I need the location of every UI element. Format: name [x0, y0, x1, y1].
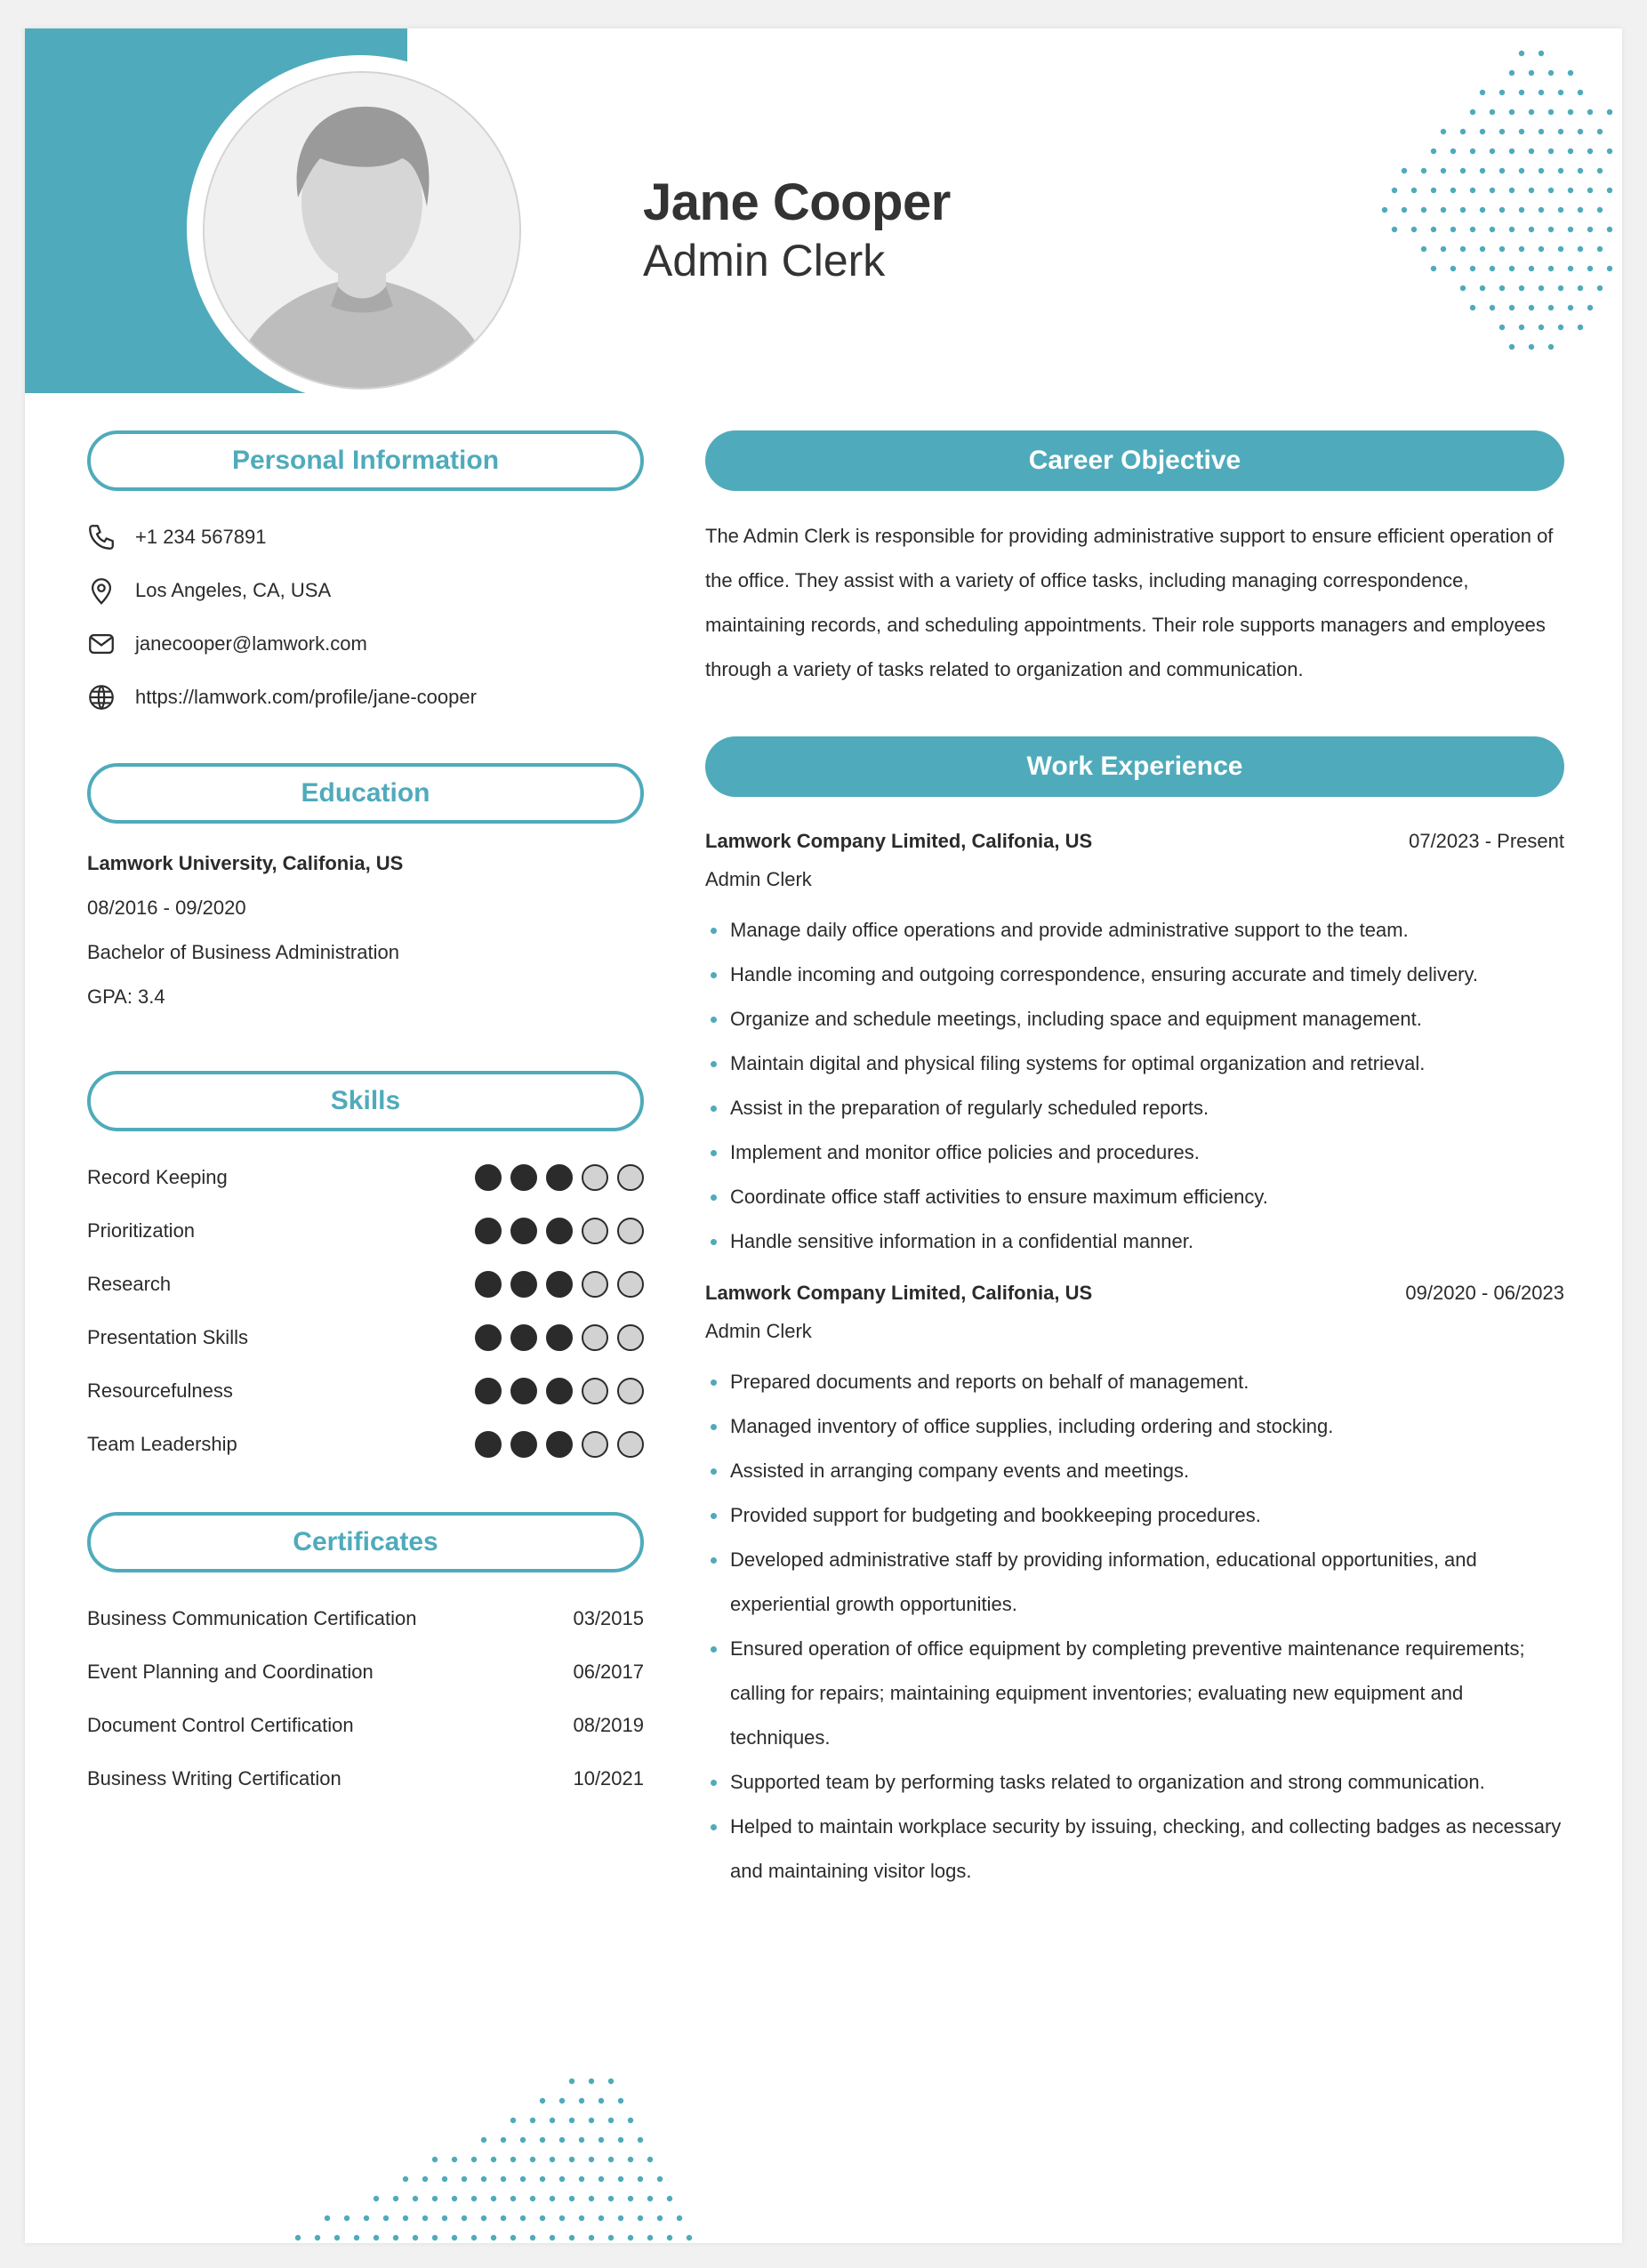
skill-row — [87, 1213, 644, 1249]
job-bullets — [705, 908, 1564, 1264]
skill-dot-empty — [582, 1218, 608, 1244]
dot-pattern-bottom — [283, 2056, 710, 2243]
certificate-date: 08/2019 — [573, 1714, 644, 1736]
skill-row — [87, 1427, 644, 1462]
skill-row — [87, 1267, 644, 1302]
skill-dot-filled — [475, 1431, 502, 1458]
skill-dot-filled — [510, 1431, 537, 1458]
skill-row — [87, 1320, 644, 1355]
skill-dot-empty — [582, 1324, 608, 1351]
globe-icon — [85, 681, 117, 713]
skill-rating — [475, 1431, 644, 1458]
list-item: Implement and monitor office policies and procedures. — [705, 1130, 1564, 1175]
skill-dot-empty — [617, 1431, 644, 1458]
skill-dot-empty — [617, 1218, 644, 1244]
certificate-row — [87, 1761, 644, 1797]
list-item: Organize and schedule meetings, including space and equipment management. — [705, 997, 1564, 1042]
skill-name: Resourcefulness — [87, 1379, 233, 1402]
envelope-icon — [85, 628, 117, 660]
job-role: Admin Clerk — [705, 868, 812, 890]
skill-dot-filled — [546, 1431, 573, 1458]
skill-dot-empty — [582, 1378, 608, 1404]
education-gpa: GPA: 3.4 — [87, 985, 165, 1008]
skill-dot-filled — [546, 1164, 573, 1191]
skill-row — [87, 1160, 644, 1195]
job-dates: 09/2020 - 06/2023 — [1405, 1282, 1564, 1304]
job-header — [705, 824, 1564, 859]
skill-dot-filled — [546, 1378, 573, 1404]
job-bullets — [705, 1360, 1564, 1894]
skill-dot-empty — [582, 1431, 608, 1458]
skill-dot-filled — [546, 1324, 573, 1351]
certificate-row — [87, 1708, 644, 1743]
candidate-title: Admin Clerk — [643, 236, 886, 286]
skill-dot-empty — [617, 1271, 644, 1298]
certificate-date: 06/2017 — [573, 1661, 644, 1683]
contact-location-text: Los Angeles, CA, USA — [135, 579, 332, 601]
phone-icon — [85, 521, 117, 553]
certificate-name: Business Communication Certification — [87, 1607, 417, 1629]
skill-dot-filled — [510, 1271, 537, 1298]
skill-name: Prioritization — [87, 1219, 196, 1242]
avatar — [203, 71, 521, 390]
certificates-heading: Certificates — [87, 1512, 644, 1572]
skill-dot-filled — [475, 1218, 502, 1244]
contact-website — [85, 680, 477, 715]
skill-row — [87, 1373, 644, 1409]
certificate-row — [87, 1601, 644, 1637]
list-item: Ensured operation of office equipment by completing preventive maintenance requirements; calling for repairs; maintaining equipment inventories; evaluating new equipment and techniques. — [705, 1627, 1564, 1760]
skill-dot-empty — [582, 1271, 608, 1298]
skill-dot-filled — [546, 1218, 573, 1244]
skill-dot-filled — [510, 1324, 537, 1351]
career-objective-text: The Admin Clerk is responsible for providing administrative support to ensure efficient operation of the office. They assist with a variety of office tasks, including managing correspondence, maintaining records, and scheduling appointments. Their role supports managers and employees through a variety of tasks related to organization and communication. — [705, 525, 1554, 680]
certificate-name: Event Planning and Coordination — [87, 1661, 374, 1683]
list-item: Coordinate office staff activities to ensure maximum efficiency. — [705, 1175, 1564, 1219]
list-item: Managed inventory of office supplies, including ordering and stocking. — [705, 1404, 1564, 1449]
list-item: Assisted in arranging company events and meetings. — [705, 1449, 1564, 1493]
certificate-date: 10/2021 — [573, 1767, 644, 1789]
skill-name: Team Leadership — [87, 1433, 237, 1455]
candidate-name: Jane Cooper — [643, 173, 951, 231]
list-item: Prepared documents and reports on behalf of management. — [705, 1360, 1564, 1404]
list-item: Assist in the preparation of regularly scheduled reports. — [705, 1086, 1564, 1130]
skill-dot-empty — [582, 1164, 608, 1191]
skill-rating — [475, 1378, 644, 1404]
career-objective-heading: Career Objective — [705, 430, 1564, 491]
skill-name: Presentation Skills — [87, 1326, 248, 1348]
skill-dot-filled — [475, 1164, 502, 1191]
skill-dot-filled — [475, 1271, 502, 1298]
skill-name: Research — [87, 1273, 172, 1295]
education-dates: 08/2016 - 09/2020 — [87, 897, 246, 919]
person-silhouette-icon — [205, 73, 519, 388]
dot-pattern-top — [1350, 28, 1622, 366]
contact-email-text: janecooper@lamwork.com — [135, 632, 367, 655]
job-role: Admin Clerk — [705, 1320, 812, 1342]
list-item: Helped to maintain workplace security by issuing, checking, and collecting badges as necessary and maintaining visitor logs. — [705, 1805, 1564, 1894]
education-heading: Education — [87, 763, 644, 824]
list-item: Handle incoming and outgoing correspondence, ensuring accurate and timely delivery. — [705, 953, 1564, 997]
skill-rating — [475, 1164, 644, 1191]
education-degree: Bachelor of Business Administration — [87, 941, 399, 963]
skill-dot-filled — [510, 1378, 537, 1404]
list-item: Maintain digital and physical filing systems for optimal organization and retrieval. — [705, 1042, 1564, 1086]
list-item: Manage daily office operations and provide administrative support to the team. — [705, 908, 1564, 953]
education-school: Lamwork University, Califonia, US — [87, 852, 404, 874]
contact-phone — [85, 519, 266, 555]
contact-phone-text: +1 234 567891 — [135, 526, 267, 548]
list-item: Provided support for budgeting and bookkeeping procedures. — [705, 1493, 1564, 1538]
certificate-date: 03/2015 — [573, 1607, 644, 1629]
contact-website-text: https://lamwork.com/profile/jane-cooper — [135, 686, 477, 708]
skill-rating — [475, 1271, 644, 1298]
resume-page — [25, 28, 1622, 2243]
contact-email — [85, 626, 367, 662]
job-company: Lamwork Company Limited, Califonia, US — [705, 830, 1093, 852]
certificate-row — [87, 1654, 644, 1690]
certificate-name: Document Control Certification — [87, 1714, 354, 1736]
skill-dot-filled — [510, 1164, 537, 1191]
work-experience-heading: Work Experience — [705, 736, 1564, 797]
contact-location — [85, 573, 331, 608]
skill-name: Record Keeping — [87, 1166, 228, 1188]
skill-rating — [475, 1218, 644, 1244]
skill-dot-filled — [475, 1324, 502, 1351]
list-item: Developed administrative staff by providing information, educational opportunities, and experiential growth opportunities. — [705, 1538, 1564, 1627]
skill-dot-empty — [617, 1324, 644, 1351]
skill-dot-empty — [617, 1164, 644, 1191]
job-company: Lamwork Company Limited, Califonia, US — [705, 1282, 1093, 1304]
job-header — [705, 1275, 1564, 1311]
job-dates: 07/2023 - Present — [1409, 830, 1564, 852]
list-item: Supported team by performing tasks related to organization and strong communication. — [705, 1760, 1564, 1805]
skill-dot-filled — [546, 1271, 573, 1298]
list-item: Handle sensitive information in a confidential manner. — [705, 1219, 1564, 1264]
personal-info-heading: Personal Information — [87, 430, 644, 491]
skill-dot-empty — [617, 1378, 644, 1404]
certificate-name: Business Writing Certification — [87, 1767, 341, 1789]
skill-dot-filled — [475, 1378, 502, 1404]
skill-dot-filled — [510, 1218, 537, 1244]
skill-rating — [475, 1324, 644, 1351]
skills-heading: Skills — [87, 1071, 644, 1131]
location-pin-icon — [85, 575, 117, 607]
